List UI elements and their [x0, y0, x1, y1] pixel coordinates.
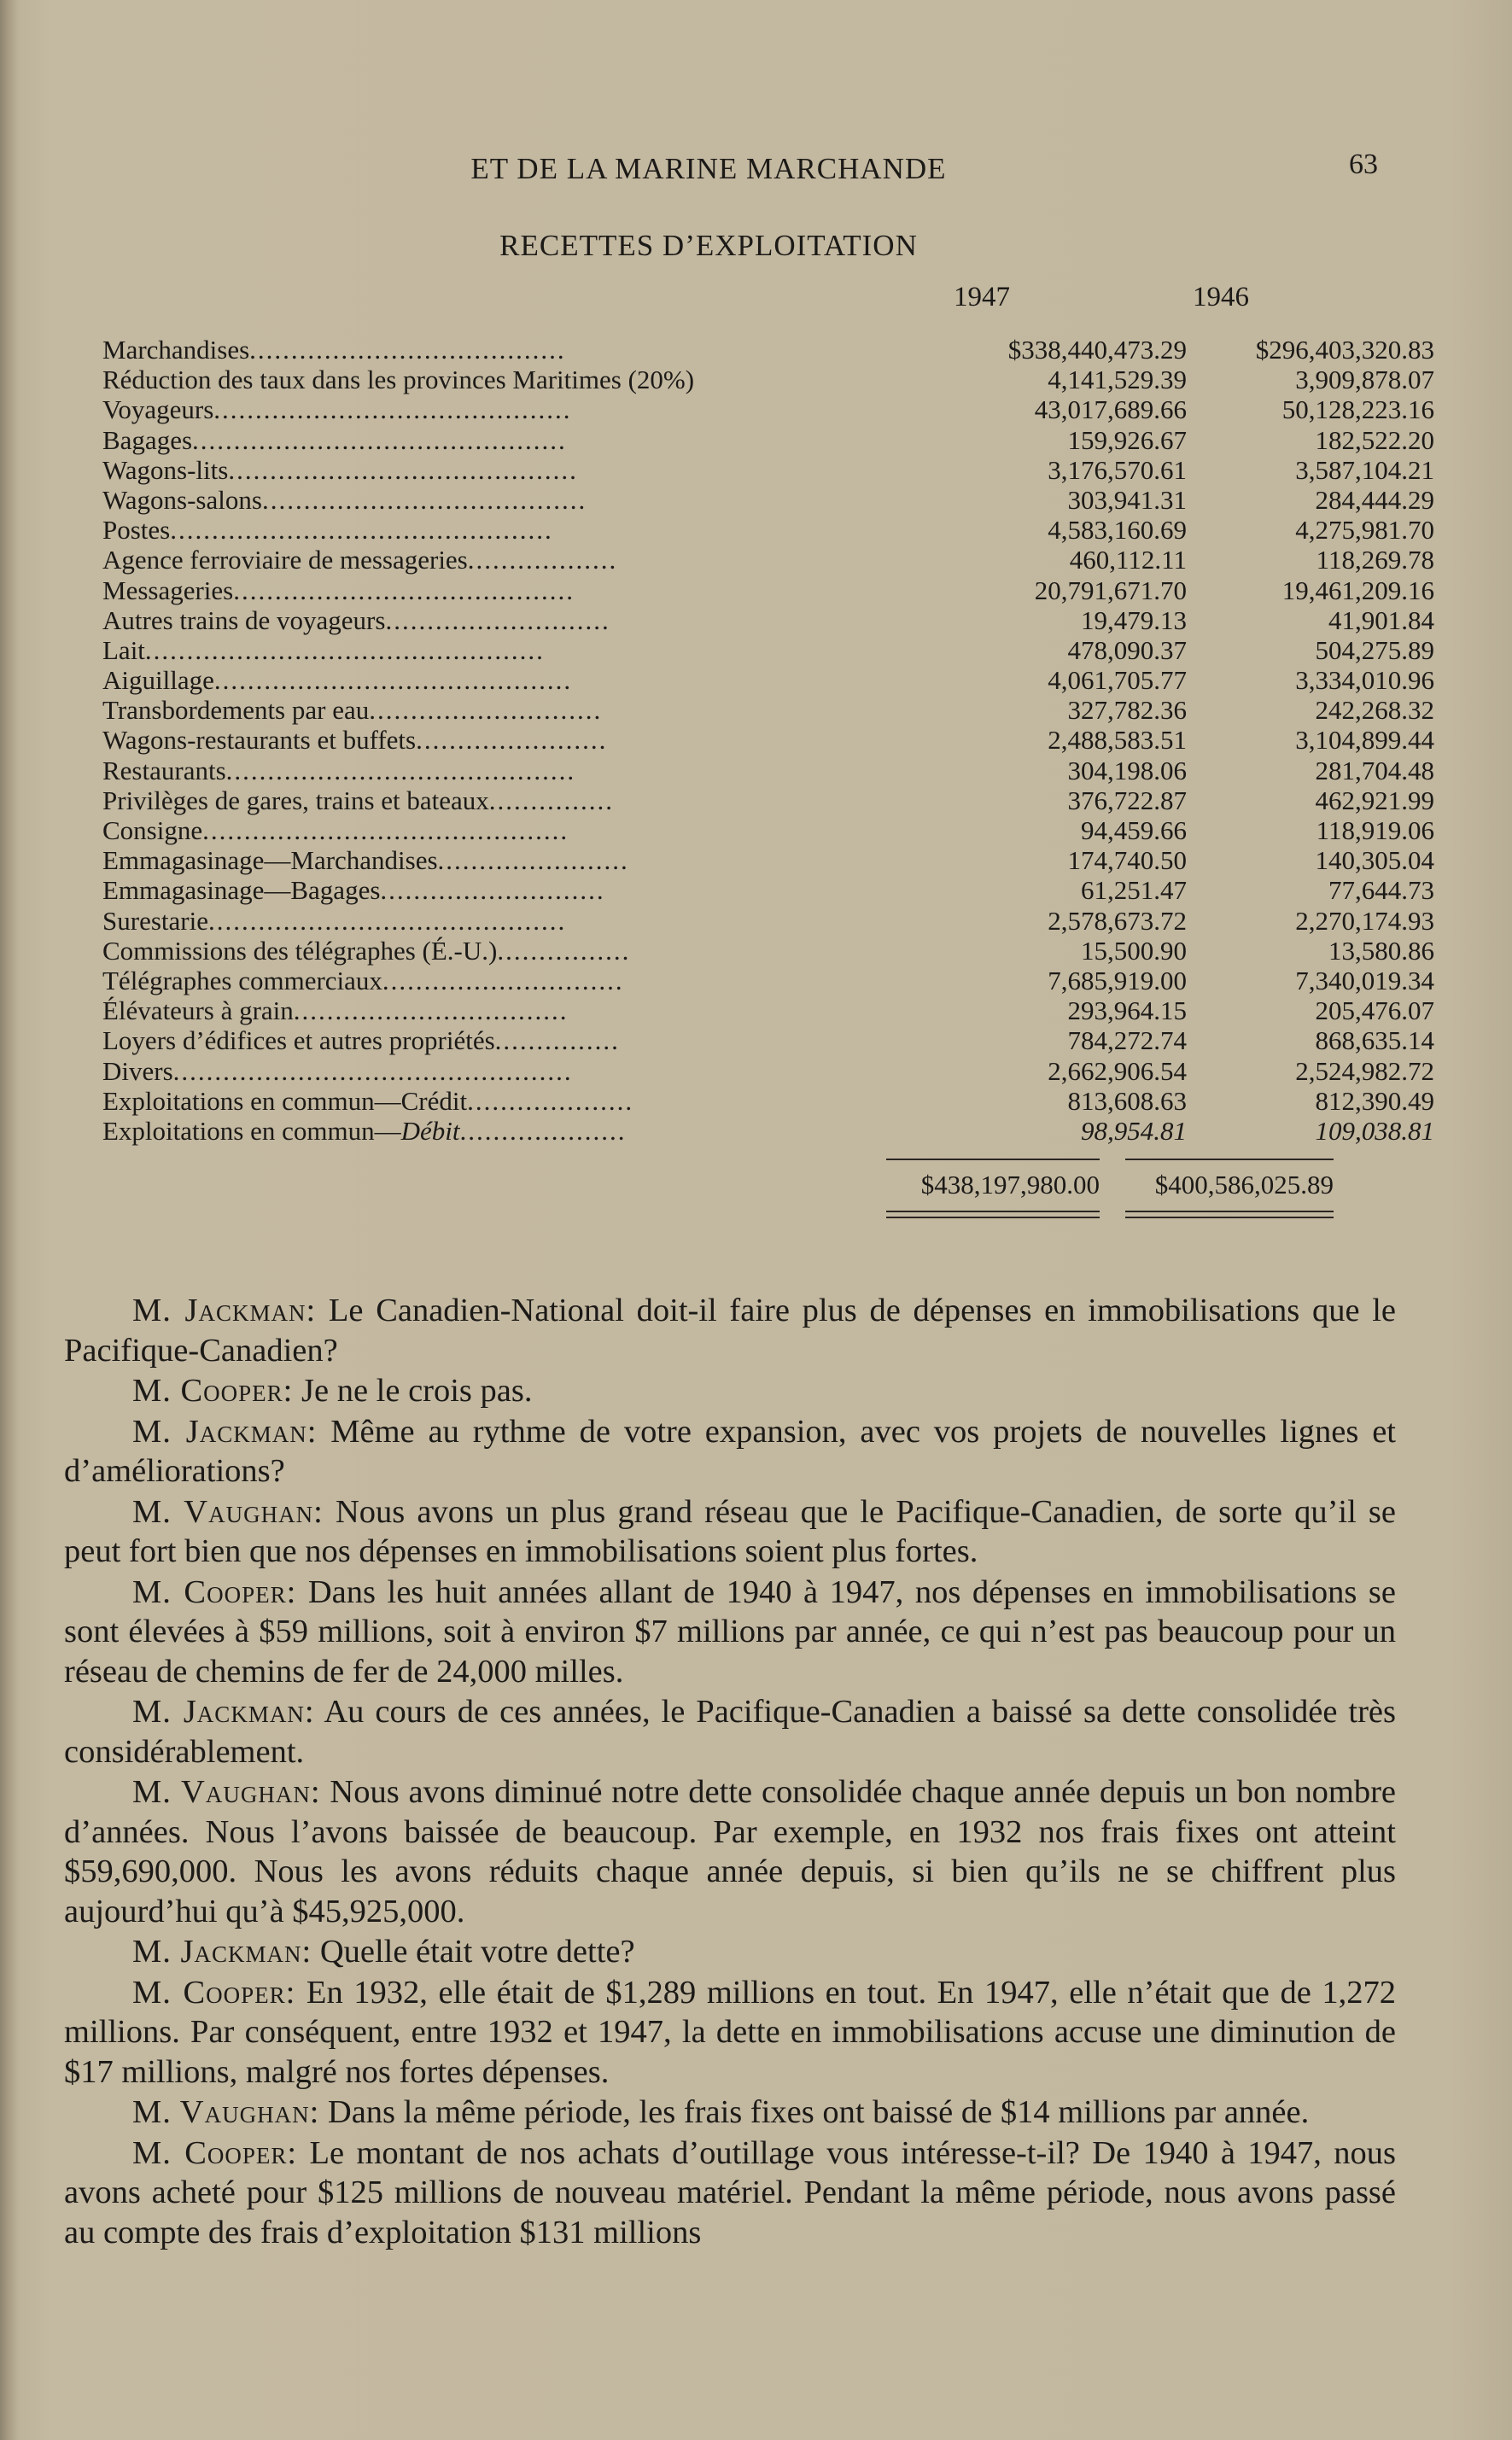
speech-text: Dans les huit années allant de 1940 à 1947, nos dépenses en immobilisations se sont élevées à $59 millions, soit à environ $7 millions par année, ce qui n’est pas beaucoup pour un réseau de chemins de fer de 24,000 milles. [64, 1573, 1396, 1690]
speech-text: Le Canadien-National doit-il faire plus de dépenses en immobilisations que le Pacifique-Canadien? [64, 1293, 1396, 1369]
table-row [102, 905, 1434, 936]
total-1946: $400,586,025.89 [1154, 1170, 1334, 1200]
row-label: Restaurants.......................................... [102, 755, 576, 785]
row-label: Wagons-restaurants et buffets....................... [102, 725, 608, 756]
value-1946: $296,403,320.83 [1255, 335, 1434, 365]
speaker-name: M. Cooper: [132, 1373, 294, 1409]
table-row [102, 965, 1434, 995]
value-1947: 159,926.67 [1067, 424, 1187, 455]
value-1946: 462,921.99 [1315, 785, 1434, 815]
speech-text: Je ne le crois pas. [293, 1373, 533, 1409]
speaker-name: M. Cooper: [132, 1974, 296, 2011]
dialogue-paragraph [64, 1573, 1396, 1692]
value-1947: 327,782.36 [1067, 695, 1187, 726]
value-1946: 504,275.89 [1315, 634, 1434, 665]
value-1946: 41,901.84 [1328, 604, 1434, 635]
value-1946: 2,524,982.72 [1295, 1055, 1434, 1086]
speech-text: Quelle était votre dette? [312, 1934, 635, 1970]
table-row [102, 935, 1434, 966]
double-rule-1946 [1125, 1211, 1334, 1218]
page-number: 63 [1349, 149, 1378, 180]
speaker-name: M. Cooper: [132, 2134, 298, 2171]
speech-text: Nous avons un plus grand réseau que le Pacifique-Canadien, de sorte qu’il se peut fort bien que nos dépenses en immobilisations soient plus fortes. [64, 1493, 1397, 1569]
value-1947: 61,251.47 [1081, 875, 1187, 906]
table-row [102, 515, 1434, 546]
sum-rule-1946 [1125, 1159, 1334, 1160]
row-label: Marchandises...................................... [102, 335, 566, 365]
row-label: Télégraphes commerciaux............................. [102, 965, 624, 995]
table-row [102, 725, 1434, 756]
speech-text: Dans la même période, les frais fixes ont baissé de $14 millions par année. [319, 2094, 1310, 2130]
row-label: Voyageurs........................................... [102, 394, 572, 425]
row-label: Exploitations en commun—Crédit.................... [102, 1085, 634, 1116]
value-1947: 4,141,529.39 [1048, 365, 1187, 395]
row-label: Transbordements par eau............................ [102, 695, 603, 726]
row-label: Agence ferroviaire de messageries.................. [102, 545, 618, 575]
sum-rule-1947 [886, 1159, 1100, 1160]
value-1946: 3,104,899.44 [1295, 725, 1434, 756]
table-row [102, 604, 1434, 635]
value-1946: 812,390.49 [1315, 1085, 1434, 1116]
row-label: Commissions des télégraphes (É.-U.)................ [102, 935, 631, 966]
revenue-table [102, 335, 1434, 1146]
dialogue-paragraph [64, 1492, 1396, 1572]
value-1946: 118,919.06 [1316, 815, 1434, 845]
row-label: Réduction des taux dans les provinces Maritimes (20%) [102, 365, 695, 395]
table-row [102, 1025, 1434, 1056]
speaker-name: M. Jackman: [132, 1934, 312, 1970]
speaker-name: M. Jackman: [132, 1694, 315, 1730]
value-1947: 303,941.31 [1067, 484, 1187, 515]
value-1946: 118,269.78 [1316, 545, 1434, 575]
total-1947: $438,197,980.00 [920, 1170, 1100, 1200]
double-rule-1947 [886, 1211, 1100, 1218]
speech-text: Au cours de ces années, le Pacifique-Canadien a baissé sa dette consolidée très considérablement. [64, 1694, 1396, 1770]
value-1946: 109,038.81 [1315, 1115, 1434, 1146]
speaker-name: M. Vaughan: [132, 2094, 320, 2130]
table-row [102, 394, 1434, 425]
dialogue-text [64, 1291, 1396, 2253]
table-row [102, 755, 1434, 785]
value-1946: 140,305.04 [1315, 845, 1434, 876]
row-label: Consigne............................................ [102, 815, 569, 845]
value-1947: 7,685,919.00 [1048, 965, 1187, 995]
speaker-name: M. Jackman: [132, 1293, 317, 1328]
row-label: Élévateurs à grain................................. [102, 995, 569, 1026]
table-row [102, 695, 1434, 726]
table-row [102, 365, 1434, 395]
table-row [102, 424, 1434, 455]
value-1947: 3,176,570.61 [1048, 454, 1187, 485]
value-1947: 304,198.06 [1067, 755, 1187, 785]
row-label: Privilèges de gares, trains et bateaux............... [102, 785, 615, 815]
value-1946: 2,270,174.93 [1295, 905, 1434, 936]
value-1947: 43,017,689.66 [1034, 394, 1187, 425]
table-row [102, 1085, 1434, 1116]
dialogue-paragraph [64, 1932, 1396, 1972]
value-1947: $338,440,473.29 [1007, 335, 1187, 365]
row-label: Lait................................................ [102, 634, 545, 665]
value-1946: 4,275,981.70 [1295, 515, 1434, 546]
value-1946: 3,587,104.21 [1295, 454, 1434, 485]
table-row [102, 484, 1434, 515]
value-1946: 50,128,223.16 [1281, 394, 1434, 425]
value-1946: 182,522.20 [1315, 424, 1434, 455]
value-1946: 77,644.73 [1328, 875, 1434, 906]
table-title: RECETTES D’EXPLOITATION [499, 229, 918, 262]
dialogue-paragraph [64, 2093, 1396, 2133]
row-label: Emmagasinage—Marchandises....................... [102, 845, 629, 876]
value-1946: 13,580.86 [1328, 935, 1434, 966]
speech-text: En 1932, elle était de $1,289 millions en tout. En 1947, elle n’était que de 1,272 millions. Par conséquent, entre 1932 et 1947, la dette en immobilisations accuse une diminution de $17 millions, malgré nos fortes dépenses. [64, 1974, 1396, 2090]
table-row [102, 665, 1434, 696]
dialogue-paragraph [64, 1692, 1396, 1772]
value-1946: 242,268.32 [1315, 695, 1434, 726]
value-1947: 19,479.13 [1081, 604, 1187, 635]
row-label: Loyers d’édifices et autres propriétés............... [102, 1025, 620, 1056]
value-1947: 15,500.90 [1081, 935, 1187, 966]
value-1946: 284,444.29 [1315, 484, 1434, 515]
speaker-name: M. Cooper: [132, 1573, 297, 1610]
value-1946: 281,704.48 [1315, 755, 1434, 785]
row-label: Aiguillage........................................... [102, 665, 573, 696]
table-row [102, 634, 1434, 665]
row-label: Wagons-salons....................................... [102, 484, 587, 515]
value-1947: 2,662,906.54 [1048, 1055, 1187, 1086]
year-header-1946: 1946 [1193, 282, 1249, 312]
speech-text: Nous avons diminué notre dette consolidée chaque année depuis un bon nombre d’années. Nous l’avons baissée de beaucoup. Par exemple, en 1932 nos frais fixes ont atteint $59,690,000. Nous les avons réduits chaque année depuis, si bien qu’ils ne se chiffrent plus aujourd’hui qu’à $45,925,000. [64, 1774, 1396, 1929]
row-label: Postes.............................................. [102, 515, 553, 546]
dialogue-paragraph [64, 1371, 1396, 1411]
table-row [102, 575, 1434, 605]
table-row [102, 454, 1434, 485]
value-1947: 813,608.63 [1067, 1085, 1187, 1116]
row-label: Surestarie........................................... [102, 905, 567, 936]
value-1947: 4,583,160.69 [1048, 515, 1187, 546]
value-1947: 98,954.81 [1081, 1115, 1187, 1146]
speaker-name: M. Jackman: [132, 1413, 318, 1450]
dialogue-paragraph [64, 1412, 1396, 1491]
table-row [102, 545, 1434, 575]
speaker-name: M. Vaughan: [132, 1493, 324, 1530]
value-1947: 174,740.50 [1067, 845, 1187, 876]
dialogue-paragraph [64, 1772, 1396, 1931]
value-1946: 19,461,209.16 [1281, 575, 1434, 605]
table-row [102, 875, 1434, 906]
value-1946: 205,476.07 [1315, 995, 1434, 1026]
row-label: Autres trains de voyageurs........................... [102, 604, 610, 635]
row-label: Divers................................................ [102, 1055, 573, 1086]
speech-text: Le montant de nos achats d’outillage vous intéresse-t-il? De 1940 à 1947, nous avons acheté pour $125 millions de nouveau matériel. Pendant la même période, nous avons passé au compte des frais d’exploitation $131 millions [64, 2134, 1397, 2250]
speech-text: Même au rythme de votre expansion, avec vos projets de nouvelles lignes et d’améliorations? [64, 1413, 1396, 1489]
value-1946: 868,635.14 [1315, 1025, 1434, 1056]
running-header: ET DE LA MARINE MARCHANDE [470, 152, 947, 185]
value-1946: 3,909,878.07 [1295, 365, 1434, 395]
table-row [102, 785, 1434, 815]
row-label: Wagons-lits.......................................... [102, 454, 578, 485]
row-label: Exploitations en commun—Débit.................... [102, 1115, 627, 1146]
value-1947: 293,964.15 [1067, 995, 1187, 1026]
value-1946: 7,340,019.34 [1295, 965, 1434, 995]
value-1947: 4,061,705.77 [1048, 665, 1187, 696]
dialogue-paragraph [64, 1291, 1396, 1370]
value-1947: 376,722.87 [1067, 785, 1187, 815]
row-label: Bagages............................................. [102, 424, 567, 455]
row-label: Messageries......................................... [102, 575, 575, 605]
speaker-name: M. Vaughan: [132, 1774, 321, 1810]
value-1947: 478,090.37 [1067, 634, 1187, 665]
dialogue-paragraph [64, 1973, 1396, 2093]
value-1947: 460,112.11 [1069, 545, 1187, 575]
value-1946: 3,334,010.96 [1295, 665, 1434, 696]
value-1947: 784,272.74 [1067, 1025, 1187, 1056]
dialogue-paragraph [64, 2134, 1396, 2253]
year-header-1947: 1947 [954, 282, 1010, 312]
value-1947: 2,578,673.72 [1048, 905, 1187, 936]
table-row [102, 845, 1434, 876]
value-1947: 2,488,583.51 [1048, 725, 1187, 756]
table-row [102, 995, 1434, 1026]
value-1947: 94,459.66 [1081, 815, 1187, 845]
table-row [102, 815, 1434, 845]
row-label: Emmagasinage—Bagages........................... [102, 875, 605, 906]
table-row [102, 1055, 1434, 1086]
table-row [102, 335, 1434, 365]
table-row [102, 1115, 1434, 1146]
value-1947: 20,791,671.70 [1034, 575, 1187, 605]
